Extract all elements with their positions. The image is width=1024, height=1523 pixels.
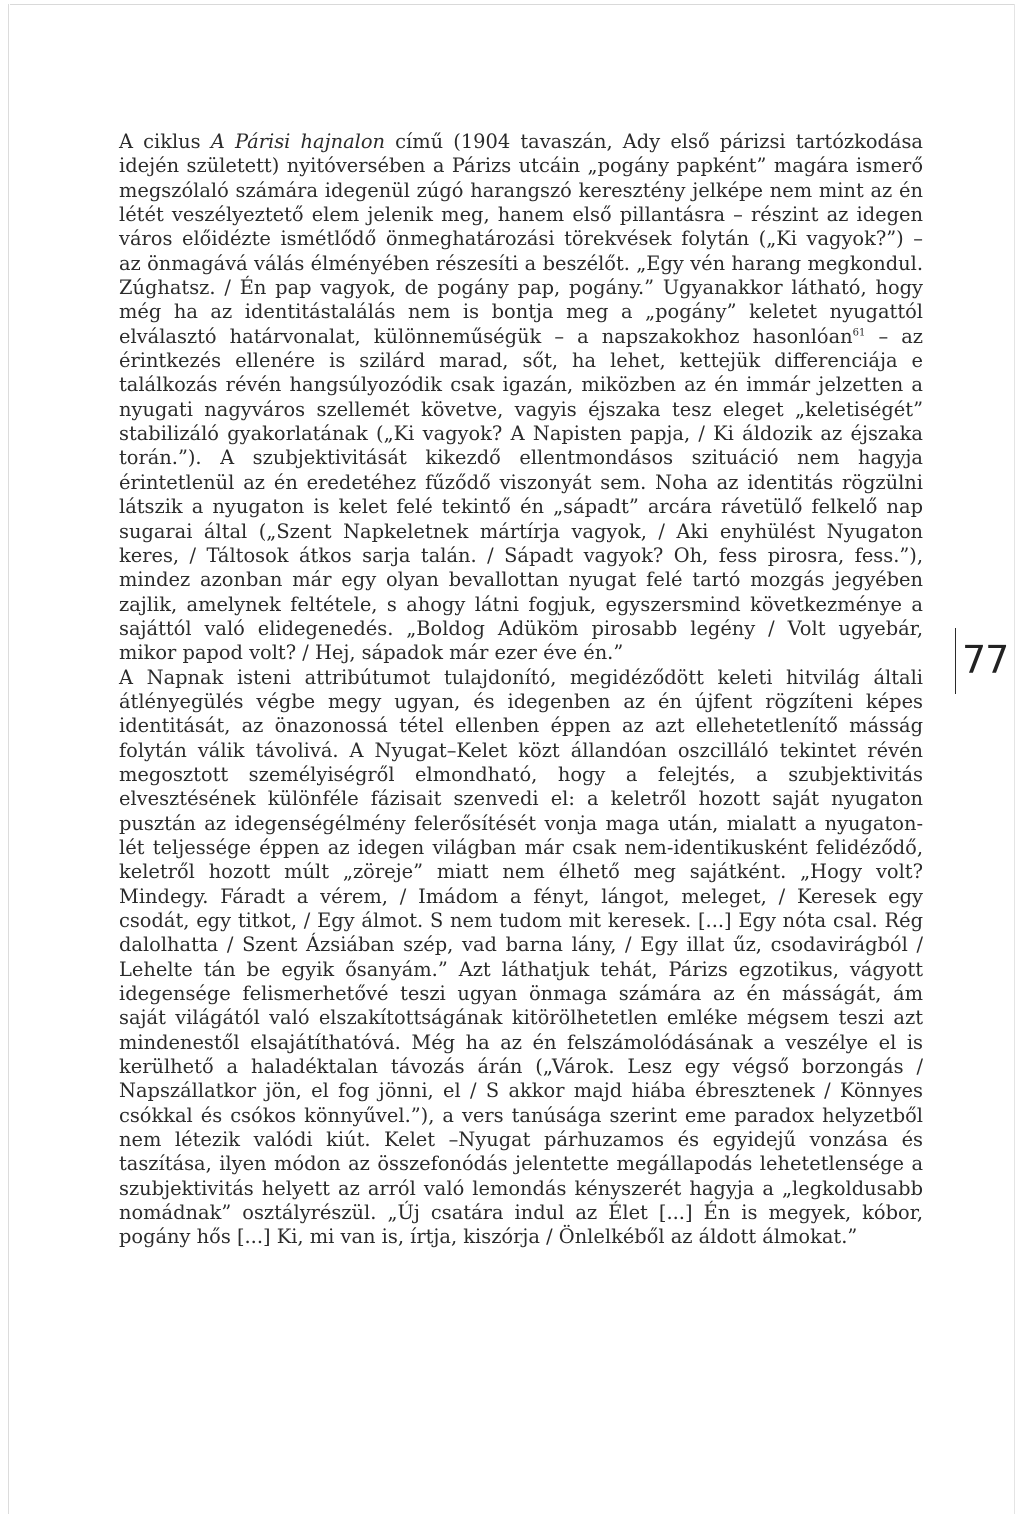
page-number: 77: [962, 638, 1009, 682]
poem-cycle-title: A Párisi hajnalon: [210, 130, 385, 153]
footnote-reference: 61: [852, 327, 866, 339]
paragraph-2-text: A Napnak isteni attribútumot tulajdonító, megidéződött keleti hitvilág általi átlényegülés végbe megy ugyan, és idegenben az én újfent rögzíteni képes identitását, az önazonossá tétel ellenben éppen az azt ellehetetlenítő másság folytán válik távolivá. A Nyugat–Kelet közt állandóan oszcilláló tekintet révén megosztott személyiségről elmondható, hogy a felejtés, a szubjektivitás elvesztésének különféle fázisait szenvedi el: a keletről hozott saját nyugaton pusztán az idegenségélmény felerősítését vonja maga után, mialatt a nyugaton-lét teljessége éppen az idegen világban már csak nem-identikusként felidéződő, keletről hozott múlt „zöreje” miatt nem élhető meg sajátként. „Hogy volt? Mindegy. Fáradt a vérem, / Imádom a fényt, lángot, meleget, / Keresek egy csodát, egy titkot, / Egy álmot. S nem tudom mit keresek. [...] Egy nóta csal. Rég dalolhatta / Szent Ázsiában szép, vad barna lány, / Egy illat űz, csodavirágból / Lehelte tán be egyik ősanyám.” Azt láthatjuk tehát, Párizs egzotikus, vágyott idegensége felismerhetővé teszi ugyan önmaga számára az én másságát, ám saját világától való elszakítottságának kitörölhetetlen emléke mégsem teszi azt mindenestől elsajátíthatóvá. Még ha az én felszámolódásának a veszélye el is kerülhető a haladéktalan távozás árán („Várok. Lesz egy végső borzongás / Napszállatkor jön, el fog jönni, el / S akkor majd hiába ébresztenek / Könnyes csókkal és csókos könnyűvel.”), a vers tanúsága szerint eme paradox helyzetből nem létezik valódi kiút. Kelet –Nyugat párhuzamos és egyidejű vonzása és taszítása, ilyen módon az összefonódás jelentette megállapodás lehetetlensége a szubjektivitás helyett az arról való lemondás kényszerét hagyja a „legkoldusabb nomádnak” osztályrészül. „Új csatára indul az Élet [...] Én is megyek, kóbor, pogány hős [...] Ki, mi van is, írtja, kiszórja / Önlelkéből az áldott álmokat.”: [119, 665, 923, 1249]
page-edge-top: [10, 4, 1015, 5]
page-edge-right: [1014, 4, 1015, 1514]
paragraph-1-intro: A ciklus: [119, 130, 211, 153]
paragraph-1-text-a: című (1904 tavaszán, Ady első párizsi tartózkodása idején született) nyitóversében a Párizs utcáin „pogány papként” magára ismerő megszólaló számára idegenül zúgó harangszó keresztény jelképe nem mint az én létét veszélyeztető elem jelenik meg, hanem első pillantásra – részint az idegen város előidézte ismétlődő önmeghatározási törekvések folytán („Ki vagyok?”) – az önmagává válás élményében részesíti a beszélőt. „Egy vén harang megkondul. Zúghatsz. / Én pap vagyok, de pogány pap, pogány.” Ugyanakkor látható, hogy még ha az identitástalálás nem is bontja meg a „pogány” keletet nyugattól elválasztó határvonalat, különneműségük – a napszakokhoz hasonlóan: [119, 130, 923, 348]
page-number-rule: [955, 628, 956, 694]
body-text: [119, 130, 923, 1250]
page-edge-left: [8, 4, 9, 1514]
paragraph-2: [119, 666, 923, 1250]
paragraph-1: [119, 130, 923, 666]
paragraph-1-text-b: – az érintkezés ellenére is szilárd marad, sőt, ha lehet, kettejük differenciája e találkozás révén hangsúlyozódik csak igazán, miközben az én immár jelzetten a nyugati nagyváros szellemét követve, vagyis éjszaka tesz eleget „keletiségét” stabilizáló gyakorlatának („Ki vagyok? A Napisten papja, / Ki áldozik az éjszaka torán.”). A szubjektivitását kikezdő ellentmondásos szituáció nem hagyja érintetlenül az én eredetéhez fűződő viszonyát sem. Noha az identitás rögzülni látszik a nyugaton is kelet felé tekintő én „sápadt” arcára rávetülő felkelő nap sugarai által („Szent Napkeletnek mártírja vagyok, / Aki enyhülést Nyugaton keres, / Táltosok átkos sarja talán. / Sápadt vagyok? Oh, fess pirosra, fess.”), mindez azonban már egy olyan bevallottan nyugat felé tartó mozgás jegyében zajlik, amelynek feltétele, s ahogy látni fogjuk, egyszersmind következménye a sajáttól való elidegenedés. „Boldog Adüköm pirosabb legény / Volt ugyebár, mikor papod volt? / Hej, sápadok már ezer éve én.”: [119, 324, 923, 665]
